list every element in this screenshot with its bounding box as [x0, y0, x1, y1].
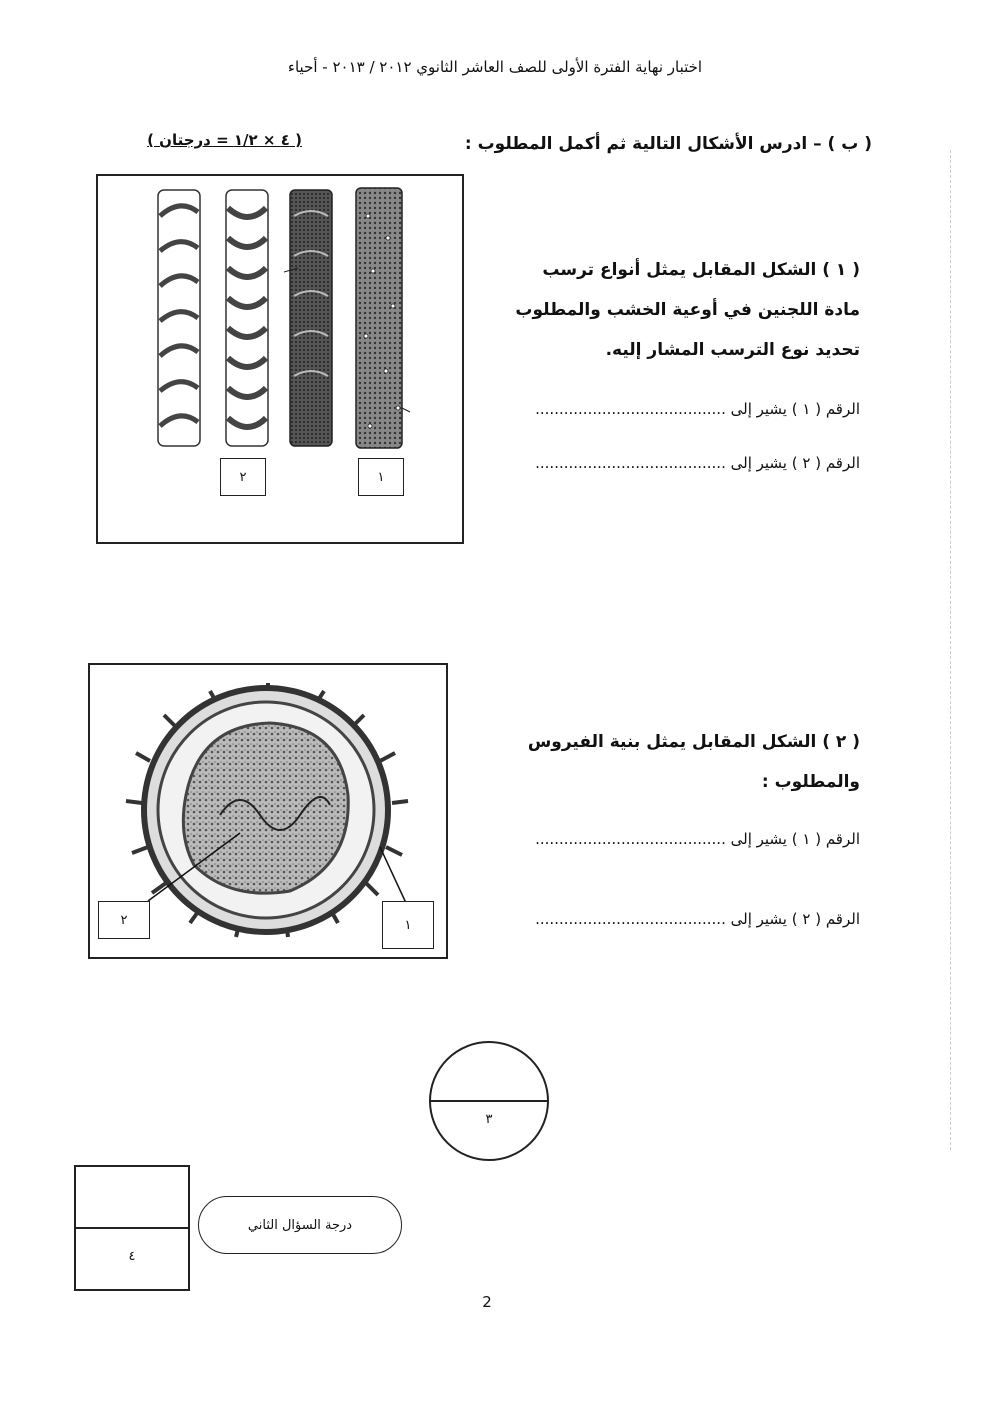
exam-header: اختبار نهاية الفترة الأولى للصف العاشر الثانوي ٢٠١٢ / ٢٠١٣ - أحياء: [287, 58, 703, 76]
q1-answer-2[interactable]: الرقم ( ٢ ) يشير إلى ........................................: [535, 454, 860, 472]
virus-figure: [88, 663, 448, 959]
q1-line-3: تحديد نوع الترسب المشار إليه.: [605, 340, 860, 360]
q2-line-2: والمطلوب :: [761, 772, 860, 792]
section-marks: ( ٤ × ١/٢ = درجتان ): [147, 131, 302, 149]
xylem-figure: [96, 174, 464, 544]
question-grade-score-cell[interactable]: [76, 1167, 188, 1229]
virus-label-2: ٢: [98, 901, 150, 939]
vessel-spiral: [226, 190, 268, 446]
vessel-pitted: [356, 188, 410, 448]
xylem-label-1: ١: [358, 458, 404, 496]
question-grade-box: [74, 1165, 190, 1291]
vessel-reticulate: [284, 190, 332, 446]
q1-line-2: مادة اللجنين في أوعية الخشب والمطلوب: [515, 300, 860, 320]
q1-prompt: [480, 250, 860, 370]
vessel-annular: [158, 190, 200, 446]
q2-answer-1[interactable]: الرقم ( ١ ) يشير إلى ........................................: [535, 830, 860, 848]
score-circle: [428, 1040, 550, 1162]
q1-answer-1[interactable]: الرقم ( ١ ) يشير إلى ........................................: [535, 400, 860, 418]
virus-label-1: ١: [382, 901, 434, 949]
margin-line: [950, 150, 952, 1150]
virus-capsid: [183, 723, 348, 893]
page-number: 2: [482, 1293, 492, 1311]
score-circle-total: ٣: [485, 1112, 493, 1127]
question-grade-total: ٤: [128, 1249, 136, 1264]
q2-line-1: ( ٢ ) الشكل المقابل يمثل بنية الفيروس: [527, 732, 860, 752]
q2-prompt: [480, 722, 860, 802]
question-grade-label: درجة السؤال الثاني: [198, 1196, 402, 1254]
section-title: ( ب ) – ادرس الأشكال التالية ثم أكمل المطلوب :: [464, 134, 872, 154]
q1-line-1: ( ١ ) الشكل المقابل يمثل أنواع ترسب: [542, 260, 860, 280]
xylem-vessels-illustration: [98, 176, 462, 542]
xylem-label-2: ٢: [220, 458, 266, 496]
q2-answer-2[interactable]: الرقم ( ٢ ) يشير إلى ........................................: [535, 910, 860, 928]
